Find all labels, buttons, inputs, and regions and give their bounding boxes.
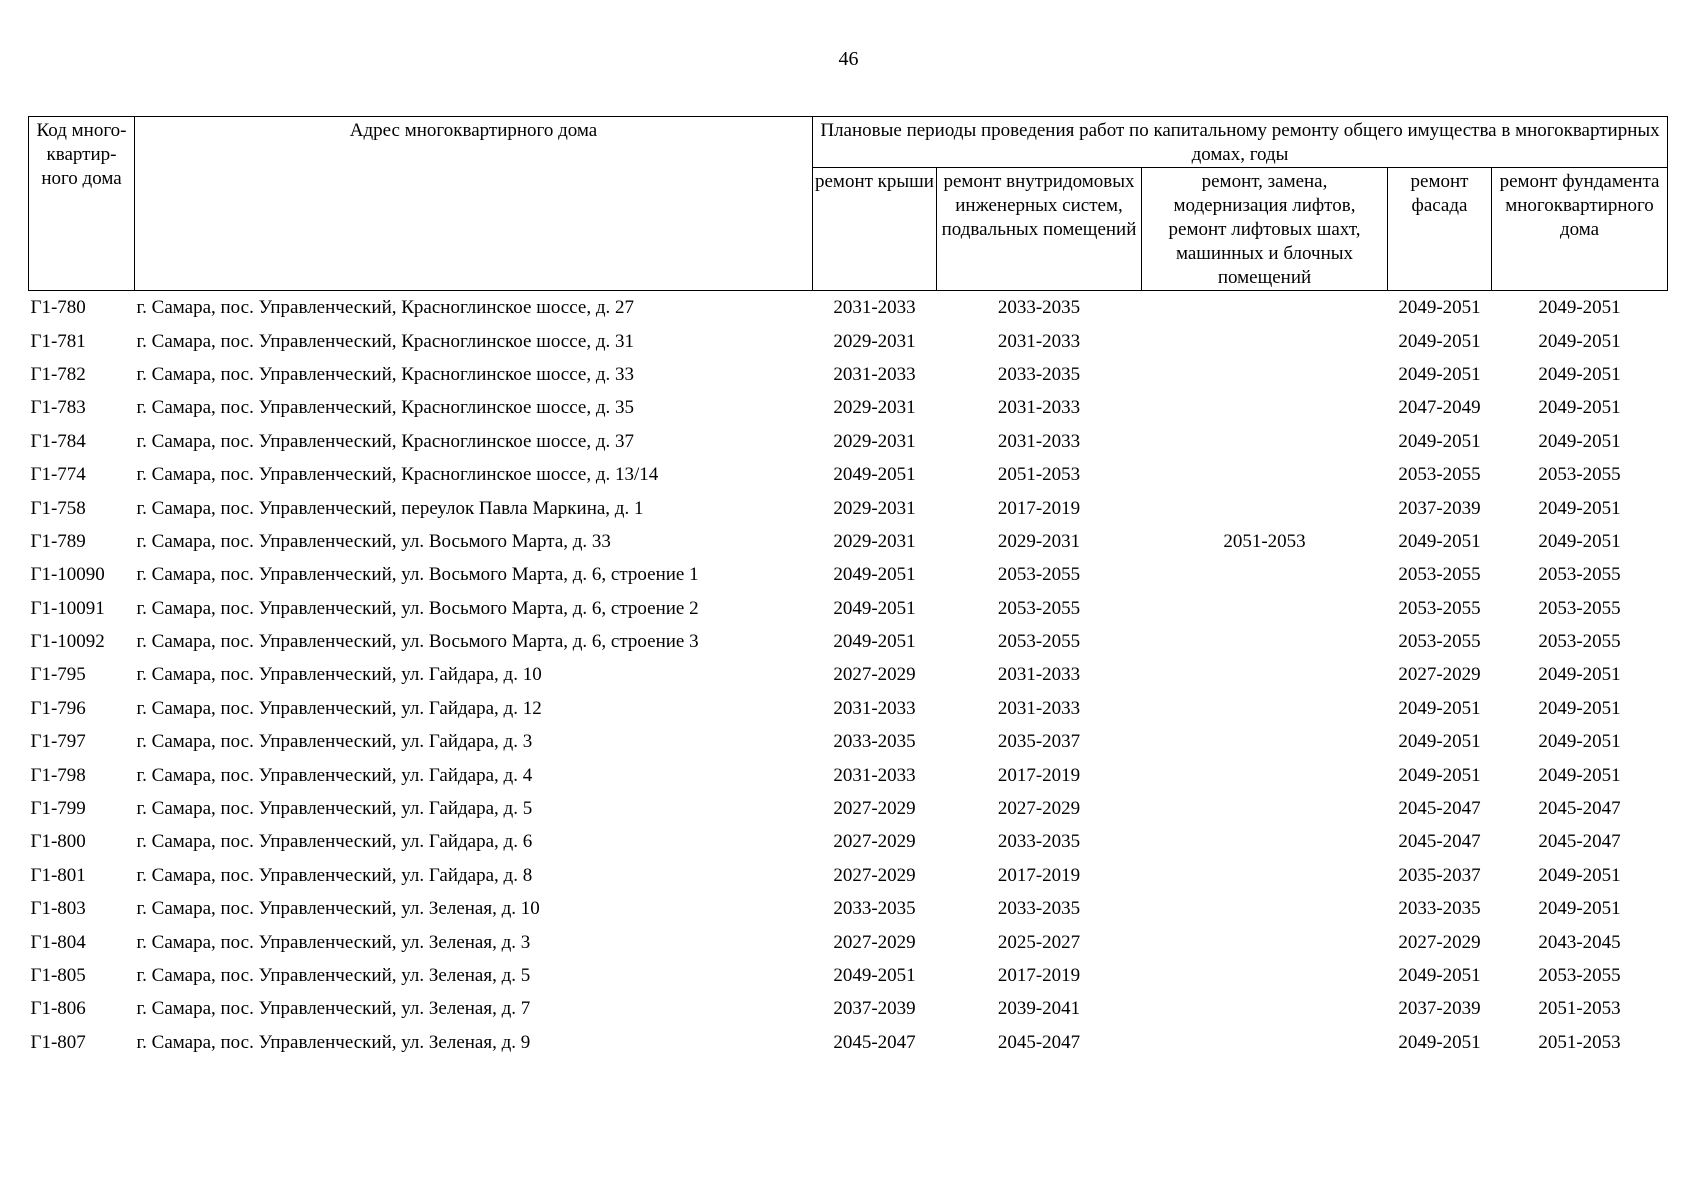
- cell-facade: 2049-2051: [1398, 965, 1481, 986]
- cell-systems: 2031-2033: [997, 330, 1081, 352]
- cell-facade: 2035-2037: [1398, 864, 1481, 886]
- cell-roof: 2049-2051: [833, 564, 916, 586]
- cell-address: г. Самара, пос. Управленческий, ул. Восьмого Марта, д. 33: [136, 530, 611, 552]
- cell-systems: 2031-2033: [997, 697, 1081, 719]
- cell-code: Г1-804: [30, 931, 86, 953]
- cell-facade: 2049-2051: [1398, 697, 1481, 719]
- cell-roof: 2031-2033: [833, 764, 916, 786]
- cell-code: Г1-780: [30, 297, 86, 319]
- header-systems: ремонт внутридомовых инженерных систем, подвальных помещений: [937, 168, 1142, 291]
- table-row: [29, 358, 1668, 391]
- cell-roof: 2029-2031: [833, 397, 916, 419]
- cell-lifts: [1142, 1026, 1388, 1059]
- header-periods-group: Плановые периоды проведения работ по капитальному ремонту общего имущества в многоквартирных домах, годы: [813, 117, 1668, 168]
- cell-lifts: [1142, 458, 1388, 491]
- cell-roof: 2029-2031: [833, 530, 916, 552]
- cell-facade: 2049-2051: [1398, 430, 1481, 452]
- cell-lifts: [1142, 692, 1388, 725]
- cell-roof: 2027-2029: [833, 798, 916, 820]
- cell-code: Г1-758: [30, 497, 86, 519]
- cell-facade: 2049-2051: [1398, 530, 1481, 552]
- cell-address: г. Самара, пос. Управленческий, ул. Гайдара, д. 4: [136, 764, 533, 786]
- table-row: [29, 425, 1668, 458]
- cell-foundation: 2049-2051: [1538, 764, 1621, 786]
- cell-code: Г1-803: [30, 898, 86, 920]
- cell-code: Г1-782: [30, 363, 86, 385]
- cell-code: Г1-805: [30, 965, 86, 986]
- cell-lifts: [1142, 859, 1388, 892]
- cell-lifts: [1142, 425, 1388, 458]
- cell-code: Г1-799: [30, 798, 86, 820]
- table-row: [29, 625, 1668, 658]
- cell-systems: 2033-2035: [997, 363, 1081, 385]
- cell-foundation: 2051-2053: [1538, 1031, 1621, 1053]
- cell-code: Г1-10090: [30, 564, 105, 586]
- cell-roof: 2031-2033: [833, 297, 916, 319]
- cell-systems: 2027-2029: [997, 798, 1081, 820]
- table-row: [29, 825, 1668, 858]
- cell-address: г. Самара, пос. Управленческий, Красноглинское шоссе, д. 35: [136, 397, 635, 419]
- cell-address: г. Самара, пос. Управленческий, ул. Восьмого Марта, д. 6, строение 2: [136, 597, 699, 619]
- cell-lifts: [1142, 758, 1388, 791]
- cell-lifts: [1142, 959, 1388, 992]
- header-lifts: ремонт, замена, модернизация лифтов, ремонт лифтовых шахт, машинных и блочных помещений: [1142, 168, 1388, 291]
- cell-foundation: 2053-2055: [1538, 631, 1621, 653]
- cell-lifts: [1142, 925, 1388, 958]
- cell-address: г. Самара, пос. Управленческий, ул. Гайдара, д. 5: [136, 798, 533, 820]
- cell-facade: 2037-2039: [1398, 497, 1481, 519]
- cell-lifts: [1142, 825, 1388, 858]
- table-row: [29, 925, 1668, 958]
- cell-systems: 2033-2035: [997, 898, 1081, 920]
- cell-systems: 2025-2027: [997, 931, 1081, 953]
- cell-facade: 2053-2055: [1398, 464, 1481, 486]
- cell-foundation: 2045-2047: [1538, 798, 1621, 820]
- cell-facade: 2049-2051: [1398, 330, 1481, 352]
- cell-code: Г1-807: [30, 1031, 86, 1053]
- table-row: [29, 525, 1668, 558]
- cell-foundation: 2049-2051: [1538, 664, 1621, 686]
- cell-roof: 2027-2029: [833, 664, 916, 686]
- table-row: [29, 725, 1668, 758]
- cell-lifts: [1142, 725, 1388, 758]
- cell-facade: 2045-2047: [1398, 831, 1481, 853]
- cell-systems: 2017-2019: [997, 965, 1081, 986]
- cell-foundation: 2049-2051: [1538, 397, 1621, 419]
- header-code: Код много-квартир-ного дома: [29, 117, 135, 291]
- cell-foundation: 2053-2055: [1538, 597, 1621, 619]
- cell-roof: 2049-2051: [833, 965, 916, 986]
- table-row: [29, 458, 1668, 491]
- cell-roof: 2037-2039: [833, 998, 916, 1020]
- cell-systems: 2029-2031: [997, 530, 1081, 552]
- cell-lifts: [1142, 491, 1388, 524]
- table-row: [29, 758, 1668, 791]
- cell-foundation: 2049-2051: [1538, 864, 1621, 886]
- cell-facade: 2053-2055: [1398, 631, 1481, 653]
- cell-systems: 2033-2035: [997, 297, 1081, 319]
- cell-code: Г1-800: [30, 831, 86, 853]
- table-row: [29, 324, 1668, 357]
- cell-roof: 2049-2051: [833, 464, 916, 486]
- cell-address: г. Самара, пос. Управленческий, ул. Гайдара, д. 6: [136, 831, 533, 853]
- cell-facade: 2027-2029: [1398, 931, 1481, 953]
- cell-facade: 2053-2055: [1398, 597, 1481, 619]
- cell-facade: 2049-2051: [1398, 731, 1481, 753]
- cell-lifts: [1142, 291, 1388, 325]
- cell-lifts: [1142, 992, 1388, 1025]
- cell-code: Г1-774: [30, 464, 86, 486]
- cell-foundation: 2049-2051: [1538, 430, 1621, 452]
- cell-facade: 2049-2051: [1398, 764, 1481, 786]
- cell-code: Г1-789: [30, 530, 86, 552]
- cell-code: Г1-797: [30, 731, 86, 753]
- cell-code: Г1-10092: [30, 631, 105, 653]
- cell-roof: 2033-2035: [833, 898, 916, 920]
- table-row: [29, 391, 1668, 424]
- cell-roof: 2049-2051: [833, 631, 916, 653]
- cell-lifts: [1142, 592, 1388, 625]
- cell-facade: 2053-2055: [1398, 564, 1481, 586]
- cell-lifts: [1142, 792, 1388, 825]
- table-row: [29, 992, 1668, 1025]
- cell-lifts: [1142, 892, 1388, 925]
- cell-code: Г1-806: [30, 998, 86, 1020]
- table-row: [29, 658, 1668, 691]
- cell-roof: 2029-2031: [833, 430, 916, 452]
- cell-foundation: 2053-2055: [1538, 564, 1621, 586]
- capital-repair-schedule-table: [28, 116, 1668, 1059]
- cell-systems: 2017-2019: [997, 497, 1081, 519]
- cell-address: г. Самара, пос. Управленческий, ул. Зеленая, д. 5: [136, 965, 531, 986]
- cell-code: Г1-784: [30, 430, 86, 452]
- cell-foundation: 2053-2055: [1538, 464, 1621, 486]
- table-row: [29, 491, 1668, 524]
- cell-lifts: [1142, 558, 1388, 591]
- header-address: Адрес многоквартирного дома: [135, 117, 813, 291]
- table-row: [29, 291, 1668, 325]
- table-row: [29, 892, 1668, 925]
- cell-foundation: 2051-2053: [1538, 998, 1621, 1020]
- cell-address: г. Самара, пос. Управленческий, ул. Восьмого Марта, д. 6, строение 3: [136, 631, 699, 653]
- table-row: [29, 558, 1668, 591]
- cell-address: г. Самара, пос. Управленческий, переулок Павла Маркина, д. 1: [136, 497, 644, 519]
- cell-address: г. Самара, пос. Управленческий, ул. Зеленая, д. 7: [136, 998, 531, 1020]
- cell-address: г. Самара, пос. Управленческий, ул. Восьмого Марта, д. 6, строение 1: [136, 564, 699, 586]
- cell-systems: 2031-2033: [997, 397, 1081, 419]
- table-row: [29, 959, 1668, 992]
- cell-systems: 2017-2019: [997, 864, 1081, 886]
- cell-foundation: 2053-2055: [1538, 965, 1621, 986]
- cell-foundation: 2049-2051: [1538, 697, 1621, 719]
- cell-facade: 2045-2047: [1398, 798, 1481, 820]
- header-row-top: [29, 117, 1668, 168]
- cell-roof: 2033-2035: [833, 731, 916, 753]
- cell-lifts: [1142, 658, 1388, 691]
- cell-systems: 2053-2055: [997, 564, 1081, 586]
- cell-systems: 2031-2033: [997, 664, 1081, 686]
- cell-systems: 2039-2041: [997, 998, 1081, 1020]
- cell-foundation: 2049-2051: [1538, 363, 1621, 385]
- header-roof: ремонт крыши: [813, 168, 937, 291]
- cell-address: г. Самара, пос. Управленческий, ул. Зеленая, д. 10: [136, 898, 540, 920]
- table-row: [29, 859, 1668, 892]
- cell-systems: 2017-2019: [997, 764, 1081, 786]
- cell-roof: 2029-2031: [833, 330, 916, 352]
- cell-address: г. Самара, пос. Управленческий, Красноглинское шоссе, д. 31: [136, 330, 635, 352]
- cell-foundation: 2049-2051: [1538, 330, 1621, 352]
- cell-facade: 2047-2049: [1398, 397, 1481, 419]
- cell-lifts: [1142, 625, 1388, 658]
- cell-roof: 2027-2029: [833, 931, 916, 953]
- cell-facade: 2033-2035: [1398, 898, 1481, 920]
- cell-code: Г1-798: [30, 764, 86, 786]
- cell-facade: 2037-2039: [1398, 998, 1481, 1020]
- cell-foundation: 2049-2051: [1538, 898, 1621, 920]
- cell-foundation: 2049-2051: [1538, 497, 1621, 519]
- cell-foundation: 2049-2051: [1538, 731, 1621, 753]
- cell-address: г. Самара, пос. Управленческий, ул. Зеленая, д. 3: [136, 931, 531, 953]
- cell-systems: 2045-2047: [997, 1031, 1081, 1053]
- cell-code: Г1-10091: [30, 597, 105, 619]
- cell-lifts: [1142, 358, 1388, 391]
- cell-roof: 2049-2051: [833, 597, 916, 619]
- cell-foundation: 2043-2045: [1538, 931, 1621, 953]
- cell-code: Г1-795: [30, 664, 86, 686]
- table-body: [29, 291, 1668, 1059]
- cell-roof: 2031-2033: [833, 363, 916, 385]
- header-facade: ремонт фасада: [1388, 168, 1492, 291]
- cell-address: г. Самара, пос. Управленческий, Красноглинское шоссе, д. 33: [136, 363, 635, 385]
- cell-code: Г1-796: [30, 697, 86, 719]
- cell-address: г. Самара, пос. Управленческий, ул. Гайдара, д. 10: [136, 664, 542, 686]
- cell-address: г. Самара, пос. Управленческий, ул. Гайдара, д. 12: [136, 697, 542, 719]
- cell-systems: 2035-2037: [997, 731, 1081, 753]
- cell-systems: 2033-2035: [997, 831, 1081, 853]
- cell-systems: 2051-2053: [997, 464, 1081, 486]
- cell-lifts: [1142, 324, 1388, 357]
- cell-facade: 2049-2051: [1398, 1031, 1481, 1053]
- cell-address: г. Самара, пос. Управленческий, Красноглинское шоссе, д. 13/14: [136, 464, 659, 486]
- cell-lifts: [1142, 391, 1388, 424]
- cell-systems: 2053-2055: [997, 597, 1081, 619]
- cell-roof: 2031-2033: [833, 697, 916, 719]
- cell-code: Г1-781: [30, 330, 86, 352]
- cell-code: Г1-801: [30, 864, 86, 886]
- page-number: 46: [838, 48, 859, 70]
- cell-facade: 2049-2051: [1398, 297, 1481, 319]
- cell-address: г. Самара, пос. Управленческий, ул. Гайдара, д. 8: [136, 864, 533, 886]
- cell-address: г. Самара, пос. Управленческий, ул. Зеленая, д. 9: [136, 1031, 531, 1053]
- table-row: [29, 792, 1668, 825]
- table-row: [29, 692, 1668, 725]
- cell-roof: 2027-2029: [833, 831, 916, 853]
- cell-foundation: 2049-2051: [1538, 297, 1621, 319]
- cell-foundation: 2045-2047: [1538, 831, 1621, 853]
- cell-address: г. Самара, пос. Управленческий, ул. Гайдара, д. 3: [136, 731, 533, 753]
- table-row: [29, 1026, 1668, 1059]
- cell-address: г. Самара, пос. Управленческий, Красноглинское шоссе, д. 37: [136, 430, 635, 452]
- header-foundation: ремонт фундамента многоквартирного дома: [1492, 168, 1668, 291]
- cell-systems: 2053-2055: [997, 631, 1081, 653]
- cell-address: г. Самара, пос. Управленческий, Красноглинское шоссе, д. 27: [136, 297, 635, 319]
- cell-systems: 2031-2033: [997, 430, 1081, 452]
- cell-code: Г1-783: [30, 397, 86, 419]
- cell-roof: 2027-2029: [833, 864, 916, 886]
- cell-roof: 2045-2047: [833, 1031, 916, 1053]
- cell-roof: 2029-2031: [833, 497, 916, 519]
- cell-facade: 2049-2051: [1398, 363, 1481, 385]
- cell-foundation: 2049-2051: [1538, 530, 1621, 552]
- cell-lifts: 2051-2053: [1223, 530, 1306, 552]
- table-row: [29, 592, 1668, 625]
- cell-facade: 2027-2029: [1398, 664, 1481, 686]
